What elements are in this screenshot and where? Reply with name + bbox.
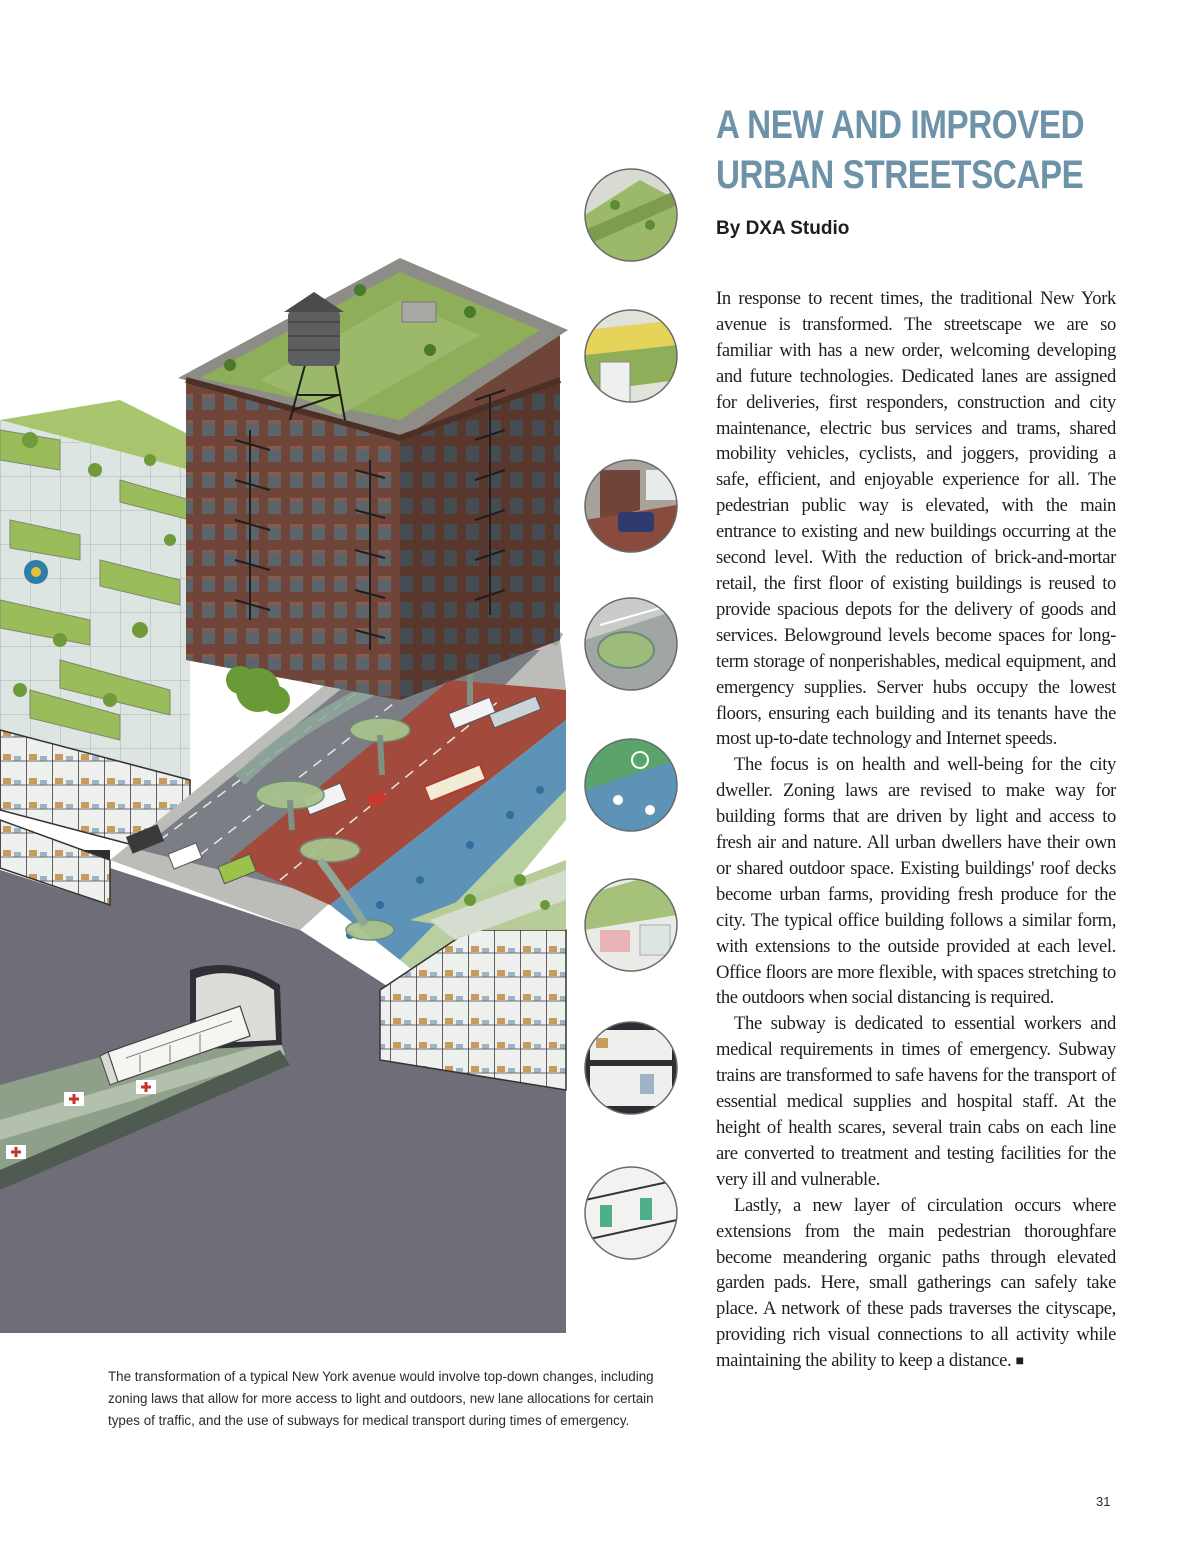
elevated-walkway-detail bbox=[585, 310, 677, 402]
body-paragraph: The focus is on health and well-being for the city dweller. Zoning laws are revised to make way for building forms that are driven by light and access to fresh air and nature. All urban dwellers have their own or shared outdoor space. Existing buildings' roof decks become urban farms, providing fresh produce for the city. The typical office building follows a similar form, with extensions to the outside provided at each level. Office floors are more flexible, with spaces stretching to the outdoors when social distancing is required. bbox=[716, 754, 1116, 1009]
outdoor-terrace-detail bbox=[585, 879, 677, 971]
body-paragraph-text: Lastly, a new layer of circulation occurs where extensions from the main pedestrian thoroughfare become meandering organic paths through elevated garden pads. Here, small gatherings can safely take place. A network of these pads traverses the cityscape, providing rich visual connections to all activity while maintaining the ability to keep a distance. bbox=[716, 1194, 1116, 1372]
article-byline: By DXA Studio bbox=[716, 218, 850, 239]
brick-building bbox=[178, 258, 568, 714]
article-body bbox=[716, 286, 1116, 1375]
body-paragraph: In response to recent times, the traditional New York avenue is transformed. The streetscape we are so familiar with has a new order, welcoming developing and future technologies. Dedicated lanes are assigned for deliveries, first responders, construction and city maintenance, electric bus services and trams, shared mobility vehicles, cyclists, and joggers, providing a safe, efficient, and enjoyable experience for all. The pedestrian public way is elevated, with the main entrance to existing and new buildings occurring at the second level. With the reduction of brick-and-mortar retail, the first floor of existing buildings is reused to provide spacious depots for the delivery of goods and services. Belowground levels become spaces for long-term storage of nonperishables, medical equipment, and emergency supplies. Server hubs occupy the lowest floors, ensuring each building and its tenants have the most up-to-date technology and Internet speeds. bbox=[716, 288, 1116, 750]
garden-pad-detail bbox=[585, 598, 677, 690]
bike-lane-detail bbox=[585, 739, 677, 831]
body-paragraph-last bbox=[716, 1193, 1116, 1375]
page-number: 31 bbox=[1096, 1494, 1111, 1509]
storage-level-detail bbox=[585, 1022, 677, 1114]
roof-farm-detail bbox=[585, 169, 677, 261]
delivery-depot-detail bbox=[585, 460, 677, 552]
article-title: A NEW AND IMPROVED URBAN STREETSCAPE bbox=[716, 103, 1085, 197]
detail-circles bbox=[585, 169, 677, 1259]
figure-caption: The transformation of a typical New York avenue would involve top-down changes, including zoning laws that allow for more access to light and outdoors, new lane allocations for certain types of traffic, and the use of subways for medical transport during times of emergency. bbox=[108, 1369, 654, 1428]
end-mark: ■ bbox=[1015, 1354, 1024, 1370]
subway-clinic-detail bbox=[585, 1167, 677, 1259]
body-paragraph: The subway is dedicated to essential workers and medical requirements in times of emergency. Subway trains are transformed to safe havens for the transport of essential medical supplies and hospital staff. At the height of health scares, several train cabs on each line are converted to treatment and testing facilities for the very ill and vulnerable. bbox=[716, 1013, 1116, 1190]
